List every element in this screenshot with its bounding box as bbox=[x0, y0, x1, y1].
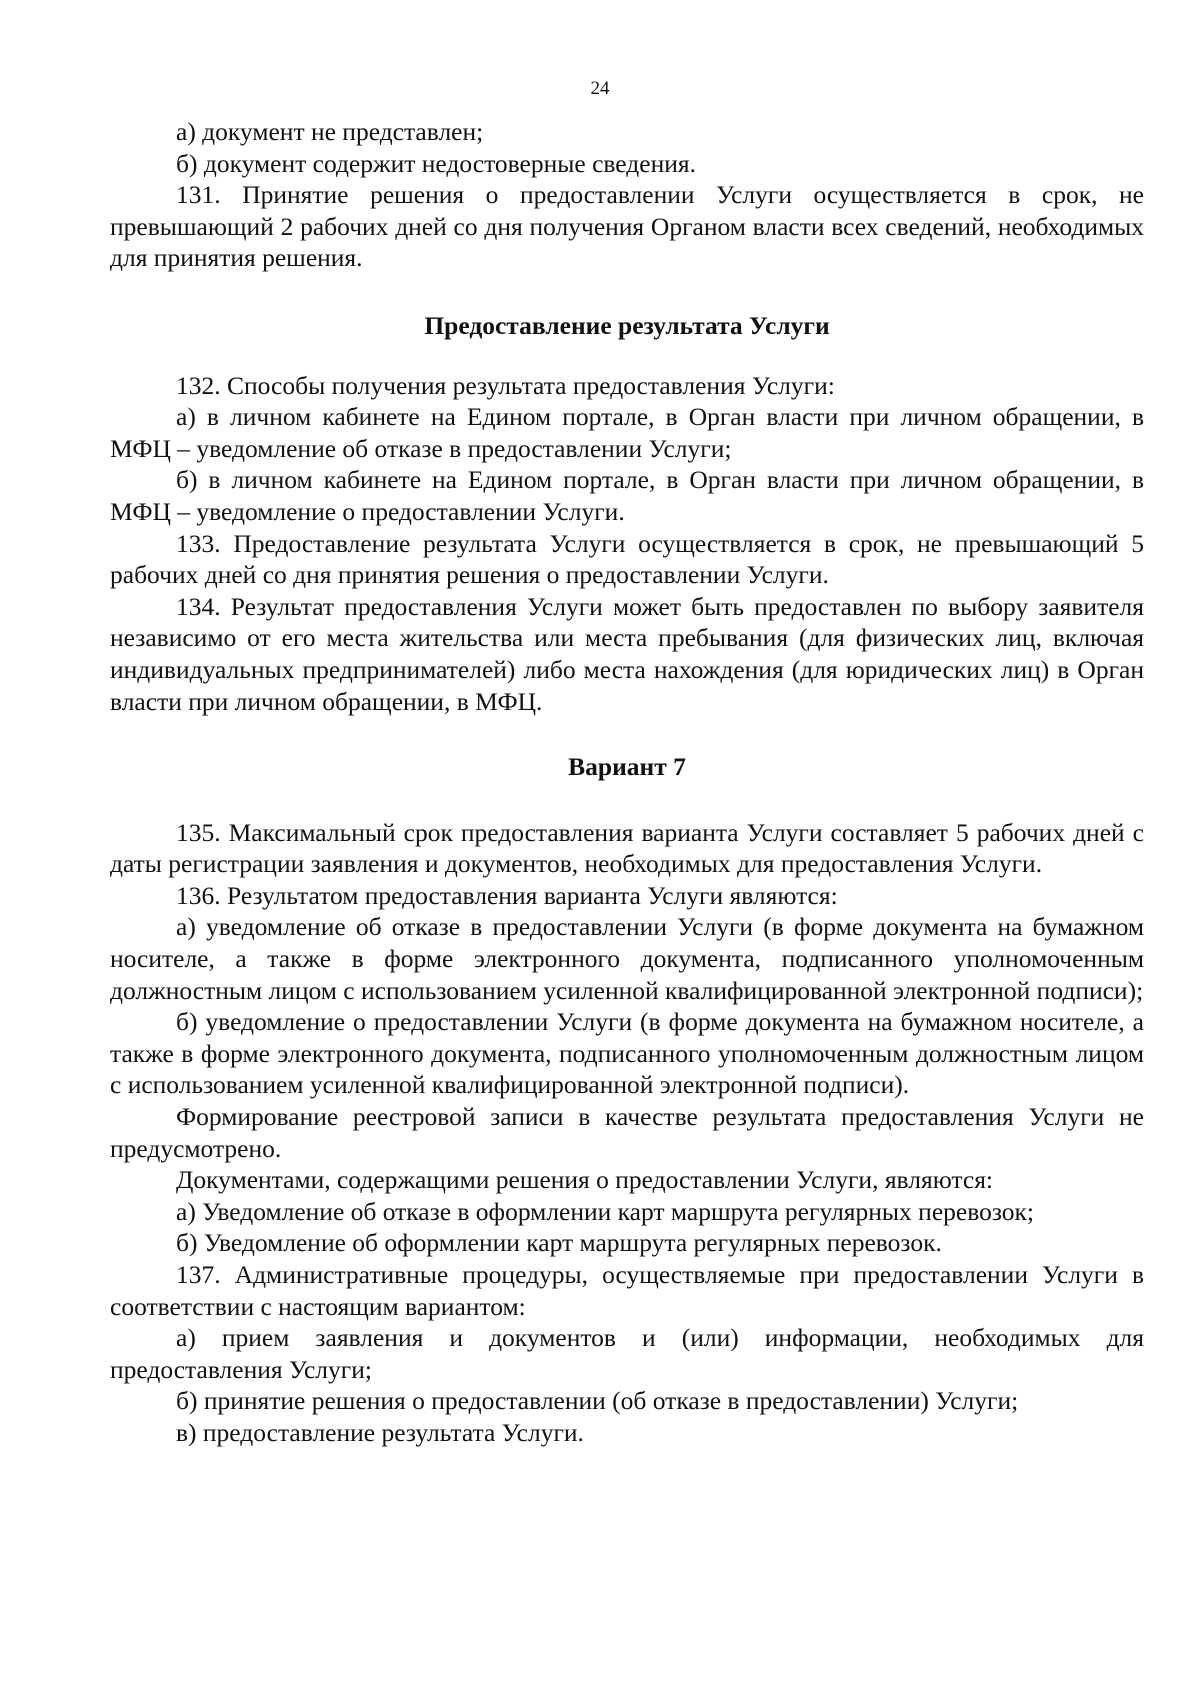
paragraph-132-a: а) в личном кабинете на Едином портале, в Орган власти при личном обращении, в МФЦ – уведомление об отказе в предоставлении Услуги; bbox=[110, 402, 1144, 463]
document-body bbox=[110, 116, 1144, 1449]
paragraph-132: 132. Способы получения результата предоставления Услуги: bbox=[176, 370, 835, 400]
paragraph-136-b: б) уведомление о предоставлении Услуги (в форме документа на бумажном носителе, а также в форме электронного документа, подписанного уполномоченным должностным лицом с использованием усиленной квалифицированной электронной подписи). bbox=[110, 1007, 1144, 1100]
paragraph-decision-documents: Документами, содержащими решения о предоставлении Услуги, являются: bbox=[176, 1165, 994, 1195]
paragraph-137: 137. Административные процедуры, осуществляемые при предоставлении Услуги в соответствии с настоящим вариантом: bbox=[110, 1260, 1144, 1321]
paragraph-136: 136. Результатом предоставления варианта Услуги являются: bbox=[176, 880, 838, 910]
paragraph-137-b: б) принятие решения о предоставлении (об отказе в предоставлении) Услуги; bbox=[176, 1386, 1019, 1416]
paragraph-132-b: б) в личном кабинете на Едином портале, в Орган власти при личном обращении, в МФЦ – уведомление о предоставлении Услуги. bbox=[110, 465, 1144, 526]
paragraph-a-not-submitted: а) документ не представлен; bbox=[176, 117, 484, 146]
paragraph-131: 131. Принятие решения о предоставлении Услуги осуществляется в срок, не превышающий 2 рабочих дней со дня получения Органом власти всех сведений, необходимых для принятия решения. bbox=[110, 180, 1144, 273]
section-heading-variant-7: Вариант 7 bbox=[568, 752, 686, 782]
paragraph-137-c: в) предоставление результата Услуги. bbox=[176, 1417, 584, 1447]
paragraph-decision-a: а) Уведомление об отказе в оформлении карт маршрута регулярных перевозок; bbox=[176, 1196, 1034, 1226]
section-heading-result: Предоставление результата Услуги bbox=[424, 310, 830, 340]
paragraph-133: 133. Предоставление результата Услуги осуществляется в срок, не превышающий 5 рабочих дней со дня принятия решения о предоставлении Услуги. bbox=[110, 528, 1144, 590]
paragraph-decision-b: б) Уведомление об оформлении карт маршрута регулярных перевозок. bbox=[176, 1228, 942, 1258]
paragraph-134: 134. Результат предоставления Услуги может быть предоставлен по выбору заявителя независимо от его места жительства или места пребывания (для физических лиц, включая индивидуальных предпринимателей) либо места нахождения (для юридических лиц) в Орган власти при личном обращении, в МФЦ. bbox=[110, 591, 1144, 716]
page-number: 24 bbox=[590, 78, 610, 99]
paragraph-137-a: а) прием заявления и документов и (или) информации, необходимых для предоставления Услуги; bbox=[110, 1323, 1144, 1384]
paragraph-136-a: а) уведомление об отказе в предоставлении Услуги (в форме документа на бумажном носителе, а также в форме электронного документа, подписанного уполномоченным должностным лицом с использованием усиленной квалифицированной электронной подписи); bbox=[110, 912, 1144, 1005]
paragraph-135: 135. Максимальный срок предоставления варианта Услуги составляет 5 рабочих дней с даты регистрации заявления и документов, необходимых для предоставления Услуги. bbox=[110, 817, 1144, 879]
paragraph-b-false-info: б) документ содержит недостоверные сведения. bbox=[176, 148, 696, 178]
paragraph-registry-record: Формирование реестровой записи в качестве результата предоставления Услуги не предусмотрено. bbox=[110, 1102, 1144, 1163]
